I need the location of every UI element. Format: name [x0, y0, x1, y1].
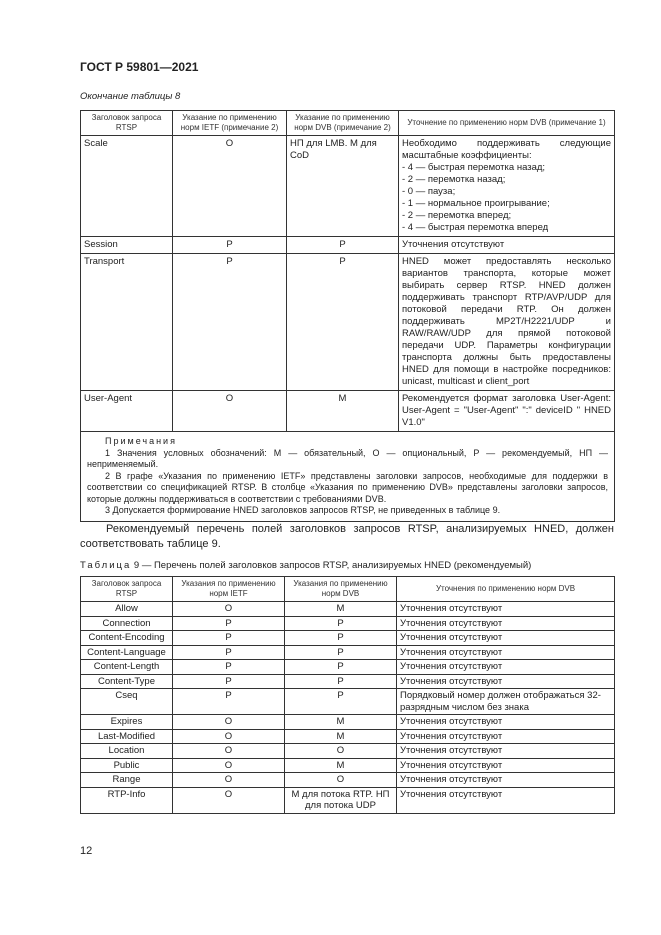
- table-row: [81, 729, 615, 744]
- description-cell: Рекомендуется формат заголовка User-Agent: User-Agent = "User-Agent" ":" deviceID " HNED V1.0": [399, 391, 615, 432]
- table-row: [81, 787, 615, 813]
- table-9: [80, 576, 615, 814]
- description-line: - 4 — быстрая перемотка назад;: [402, 162, 546, 173]
- ietf-cell: P: [173, 254, 287, 391]
- ietf-cell: P: [173, 616, 285, 631]
- ietf-cell: O: [173, 729, 285, 744]
- table9-caption-text: 9 — Перечень полей заголовков запросов RTSP, анализируемых HNED (рекомендуемый): [133, 560, 532, 571]
- column-header: Уточнения по применению норм DVB: [397, 577, 615, 602]
- ietf-cell: O: [173, 715, 285, 730]
- ietf-cell: O: [173, 602, 285, 617]
- table-row: [81, 689, 615, 715]
- dvb-cell: M: [285, 715, 397, 730]
- ietf-cell: P: [173, 674, 285, 689]
- dvb-cell: M: [285, 729, 397, 744]
- note-item: 3 Допускается формирование HNED заголовков запросов RTSP, не приведенных в таблице 9.: [105, 505, 501, 515]
- table9-caption: [80, 560, 531, 571]
- header-name-cell: Content-Type: [81, 674, 173, 689]
- ietf-cell: O: [173, 744, 285, 759]
- dvb-cell: P: [285, 631, 397, 646]
- dvb-cell: НП для LMB. M для CoD: [287, 136, 399, 237]
- note-item: 2 В графе «Указания по применению IETF» представлены заголовки запросов, необходимые для поддержки в соответствии со спецификацией RTSP. В столбце «Указания по применению DVB» представлены заголовки запросов, которые должны поддерживаться в соответствии с требованиями DVB.: [87, 470, 608, 504]
- notes-cell: [81, 432, 615, 522]
- header-name-cell: Scale: [81, 136, 173, 237]
- notes-heading: Примечания: [105, 436, 177, 446]
- table-row: [81, 391, 615, 432]
- header-name-cell: Range: [81, 773, 173, 788]
- description-cell: Уточнения отсутствуют: [397, 729, 615, 744]
- header-name-cell: User-Agent: [81, 391, 173, 432]
- description-line: Необходимо поддерживать следующие масштабные коэффициенты:: [402, 138, 611, 161]
- header-name-cell: Public: [81, 758, 173, 773]
- header-name-cell: Content-Encoding: [81, 631, 173, 646]
- dvb-cell: O: [285, 744, 397, 759]
- table-row: [81, 660, 615, 675]
- column-header: Заголовок запроса RTSP: [81, 577, 173, 602]
- ietf-cell: P: [173, 660, 285, 675]
- header-name-cell: Transport: [81, 254, 173, 391]
- description-line: - 2 — перемотка вперед;: [402, 210, 512, 221]
- table-row: [81, 631, 615, 646]
- description-cell: Уточнения отсутствуют: [399, 237, 615, 254]
- dvb-cell: M: [285, 758, 397, 773]
- description-line: - 0 — пауза;: [402, 186, 456, 197]
- ietf-cell: P: [173, 631, 285, 646]
- ietf-cell: P: [173, 645, 285, 660]
- header-name-cell: Last-Modified: [81, 729, 173, 744]
- header-name-cell: Connection: [81, 616, 173, 631]
- column-header: Указание по применению норм IETF (примечание 2): [173, 111, 287, 136]
- table9-body: [81, 602, 615, 814]
- dvb-cell: P: [287, 254, 399, 391]
- header-name-cell: Session: [81, 237, 173, 254]
- notes-row: [81, 432, 615, 522]
- description-line: - 1 — нормальное проигрывание;: [402, 198, 550, 209]
- description-line: - 2 — перемотка назад;: [402, 174, 506, 185]
- header-name-cell: Content-Language: [81, 645, 173, 660]
- table-8: [80, 110, 615, 522]
- page-number: 12: [80, 845, 93, 857]
- description-cell: Уточнения отсутствуют: [397, 674, 615, 689]
- ietf-cell: O: [173, 773, 285, 788]
- body-paragraph: Рекомендуемый перечень полей заголовков запросов RTSP, анализируемых HNED, должен соответствовать таблице 9.: [80, 523, 614, 550]
- table-row: [81, 674, 615, 689]
- header-name-cell: Content-Length: [81, 660, 173, 675]
- dvb-cell: M: [285, 602, 397, 617]
- table-row: [81, 744, 615, 759]
- table-row: [81, 237, 615, 254]
- table9-caption-label: Таблица: [80, 560, 132, 571]
- ietf-cell: P: [173, 689, 285, 715]
- table-row: [81, 136, 615, 237]
- header-name-cell: Expires: [81, 715, 173, 730]
- table-row: [81, 715, 615, 730]
- description-cell: Уточнения отсутствуют: [397, 616, 615, 631]
- dvb-cell: P: [285, 616, 397, 631]
- description-cell: HNED может предоставлять несколько вариантов транспорта, которые может выбирать сервер RTSP. HNED должен поддерживать транспорт RTP/AVP/UDP для потоковой передачи RTP. Он должен поддерживать MP2T/H2221/UDP и RAW/RAW/UDP для прямой потоковой передачи UDP. Параметры конфигурации транспорта должны быть предоставлены HNED для помощи в настройке посредников: unicast, multicast и client_port: [399, 254, 615, 391]
- dvb-cell: O: [285, 773, 397, 788]
- description-cell: Порядковый номер должен отображаться 32-разрядным числом без знака: [397, 689, 615, 715]
- table-row: [81, 773, 615, 788]
- table-row: [81, 758, 615, 773]
- dvb-cell: P: [285, 645, 397, 660]
- ietf-cell: O: [173, 787, 285, 813]
- description-cell: Уточнения отсутствуют: [397, 602, 615, 617]
- document-title: ГОСТ Р 59801—2021: [80, 60, 199, 74]
- description-cell: Уточнения отсутствуют: [397, 631, 615, 646]
- description-line: - 4 — быстрая перемотка вперед: [402, 222, 549, 233]
- ietf-cell: P: [173, 237, 287, 254]
- table-row: [81, 254, 615, 391]
- note-item: 1 Значения условных обозначений: M — обязательный, O — опциональный, P — рекомендуемый, НП — неприменяемый.: [87, 447, 608, 469]
- column-header: Заголовок запроса RTSP: [81, 111, 173, 136]
- column-header: Уточнение по применению норм DVB (примечание 1): [399, 111, 615, 136]
- description-cell: Уточнения отсутствуют: [397, 758, 615, 773]
- table-header-row: [81, 111, 615, 136]
- ietf-cell: O: [173, 136, 287, 237]
- header-name-cell: Allow: [81, 602, 173, 617]
- ietf-cell: O: [173, 758, 285, 773]
- description-cell: Уточнения отсутствуют: [397, 660, 615, 675]
- description-cell: Уточнения отсутствуют: [397, 787, 615, 813]
- column-header: Указания по применению норм DVB: [285, 577, 397, 602]
- table-row: [81, 602, 615, 617]
- dvb-cell: M для потока RTP. НП для потока UDP: [285, 787, 397, 813]
- table8-caption: Окончание таблицы 8: [80, 91, 181, 102]
- description-cell: Уточнения отсутствуют: [397, 715, 615, 730]
- description-cell: Уточнения отсутствуют: [397, 645, 615, 660]
- description-cell: Уточнения отсутствуют: [397, 744, 615, 759]
- dvb-cell: M: [287, 391, 399, 432]
- description-cell: [399, 136, 615, 237]
- header-name-cell: Cseq: [81, 689, 173, 715]
- table-header-row: [81, 577, 615, 602]
- dvb-cell: P: [285, 660, 397, 675]
- table-row: [81, 645, 615, 660]
- table-row: [81, 616, 615, 631]
- dvb-cell: P: [285, 689, 397, 715]
- description-cell: Уточнения отсутствуют: [397, 773, 615, 788]
- header-name-cell: Location: [81, 744, 173, 759]
- dvb-cell: P: [287, 237, 399, 254]
- ietf-cell: O: [173, 391, 287, 432]
- column-header: Указания по применению норм IETF: [173, 577, 285, 602]
- column-header: Указание по применению норм DVB (примечание 2): [287, 111, 399, 136]
- dvb-cell: P: [285, 674, 397, 689]
- header-name-cell: RTP-Info: [81, 787, 173, 813]
